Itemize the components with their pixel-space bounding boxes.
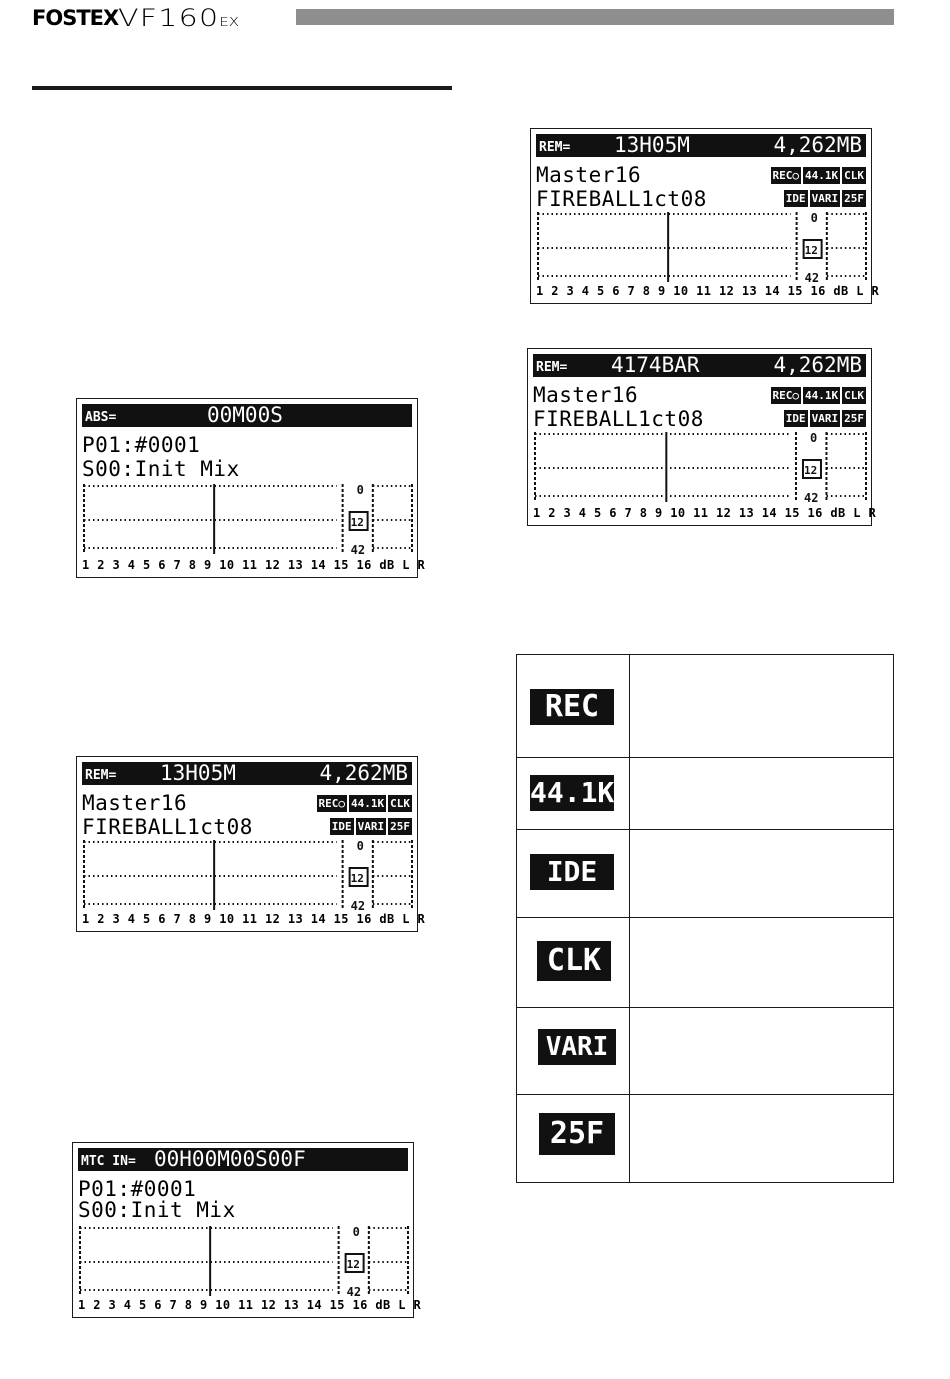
table-row (517, 1095, 893, 1184)
lcd-scene-line: FIREBALL1ct08 (533, 407, 704, 431)
clk-indicator: CLK (390, 797, 410, 810)
lcd-header-value: 00M00S (207, 404, 283, 427)
db-label-top: 0 (356, 484, 364, 497)
lcd-program-line: Master16 (536, 163, 642, 187)
model-name: VF160 (118, 4, 220, 32)
lcd-header-label: REM= (85, 768, 117, 783)
lcd-header-label: REM= (536, 360, 568, 375)
channel-labels: 1 2 3 4 5 6 7 8 9 10 11 12 13 14 15 16 dB L R (533, 506, 877, 520)
lcd-header (536, 134, 866, 157)
lcd-program-line: P01:#0001 (82, 433, 201, 457)
lcd-scene-line: FIREBALL1ct08 (536, 187, 707, 211)
db-label-mid: 12 (346, 1258, 360, 1271)
db-label-top: 0 (352, 1226, 360, 1239)
channel-labels: 1 2 3 4 5 6 7 8 9 10 11 12 13 14 15 16 dB L R (536, 284, 880, 298)
vari-indicator: VARI (357, 820, 385, 833)
sample-rate-indicator: 44.1K (805, 389, 839, 402)
status-tags-row2 (330, 818, 412, 835)
brand-logo: FOSTEX (32, 6, 119, 30)
channel-labels: 1 2 3 4 5 6 7 8 9 10 11 12 13 14 15 16 dB L R (78, 1298, 422, 1312)
lcd-header-label: ABS= (85, 410, 117, 425)
lcd-mtc-in-screen (72, 1142, 422, 1318)
vari-indicator: VARI (811, 192, 839, 205)
db-label-bottom: 42 (350, 899, 366, 910)
lcd-header (82, 762, 412, 785)
channel-labels: 1 2 3 4 5 6 7 8 9 10 11 12 13 14 15 16 dB L R (82, 558, 426, 572)
indicator-table (516, 654, 894, 1183)
level-meter (536, 212, 868, 282)
db-label-top: 0 (809, 432, 818, 445)
frame-rate-indicator: 25F (390, 820, 410, 833)
lcd-header (78, 1148, 408, 1171)
db-label-top: 0 (356, 840, 364, 853)
status-tags-row1 (317, 795, 413, 812)
ide-indicator: IDE (785, 412, 806, 425)
level-meter (533, 432, 868, 502)
db-label-bottom: 42 (804, 271, 820, 282)
channel-labels: 1 2 3 4 5 6 7 8 9 10 11 12 13 14 15 16 dB L R (82, 912, 426, 926)
lcd-remaining-size: 4,262MB (319, 762, 408, 785)
lcd-header-label: MTC IN= (81, 1154, 136, 1169)
level-meter (78, 1226, 410, 1296)
sample-rate-indicator: 44.1K (805, 169, 839, 182)
lcd-mtc-value: 00H00M00S00F (154, 1148, 306, 1171)
rec-indicator: REC○ (772, 169, 799, 182)
table-row (517, 758, 893, 830)
rec-indicator: REC○ (318, 797, 345, 810)
table-row (517, 830, 893, 918)
model-logo (118, 4, 239, 32)
sample-rate-indicator: 44.1K (351, 797, 385, 810)
lcd-remaining-bars: 4174BAR (611, 354, 700, 377)
clk-indicator: CLK (844, 389, 864, 402)
status-tags-row2 (784, 190, 866, 207)
lcd-rem-time-screen-right (530, 128, 880, 304)
ide-indicator: IDE (785, 192, 806, 205)
page-header (0, 0, 950, 40)
lcd-scene-line: S00:Init Mix (78, 1198, 236, 1222)
table-row (517, 1008, 893, 1095)
lcd-scene-line: S00:Init Mix (82, 457, 240, 481)
status-tags-row1 (771, 167, 867, 184)
level-meter (82, 840, 414, 910)
db-label-bottom: 42 (350, 543, 366, 554)
lcd-remaining-time: 13H05M (614, 134, 690, 157)
frame-rate-badge: 25F (539, 1113, 615, 1155)
status-tags-row2 (784, 410, 866, 427)
lcd-scene-line: FIREBALL1ct08 (82, 815, 253, 839)
db-label-bottom: 42 (346, 1285, 362, 1296)
db-label-mid: 12 (350, 516, 364, 529)
lcd-header (82, 404, 412, 427)
lcd-program-line: Master16 (533, 383, 639, 407)
lcd-abs-screen (76, 398, 426, 578)
lcd-remaining-size: 4,262MB (773, 134, 862, 157)
clk-indicator: CLK (844, 169, 864, 182)
db-label-mid: 12 (803, 464, 818, 477)
lcd-remaining-size: 4,262MB (773, 354, 862, 377)
frame-rate-indicator: 25F (844, 192, 864, 205)
lcd-header (533, 354, 866, 377)
section-rule (32, 86, 452, 90)
lcd-rem-time-screen (76, 756, 426, 932)
ide-badge: IDE (530, 854, 614, 890)
status-tags-row1 (771, 387, 867, 404)
vari-badge: VARI (538, 1029, 616, 1065)
rec-indicator: REC○ (772, 389, 799, 402)
table-row (517, 655, 893, 758)
lcd-remaining-time: 13H05M (160, 762, 236, 785)
vari-indicator: VARI (811, 412, 839, 425)
clk-badge: CLK (537, 941, 611, 981)
db-label-top: 0 (810, 212, 818, 225)
rec-badge: REC (530, 689, 614, 725)
ide-indicator: IDE (331, 820, 352, 833)
lcd-program-line: P01:#0001 (78, 1177, 197, 1201)
lcd-header-label: REM= (539, 140, 571, 155)
frame-rate-indicator: 25F (844, 412, 864, 425)
level-meter (82, 484, 414, 554)
table-row (517, 918, 893, 1008)
lcd-program-line: Master16 (82, 791, 188, 815)
db-label-bottom: 42 (803, 491, 819, 502)
db-label-mid: 12 (804, 244, 818, 257)
sample-rate-badge: 44.1K (530, 776, 615, 809)
lcd-rem-bar-screen (527, 348, 877, 526)
db-label-mid: 12 (350, 872, 364, 885)
header-bar (296, 9, 894, 25)
model-suffix: EX (219, 15, 240, 29)
